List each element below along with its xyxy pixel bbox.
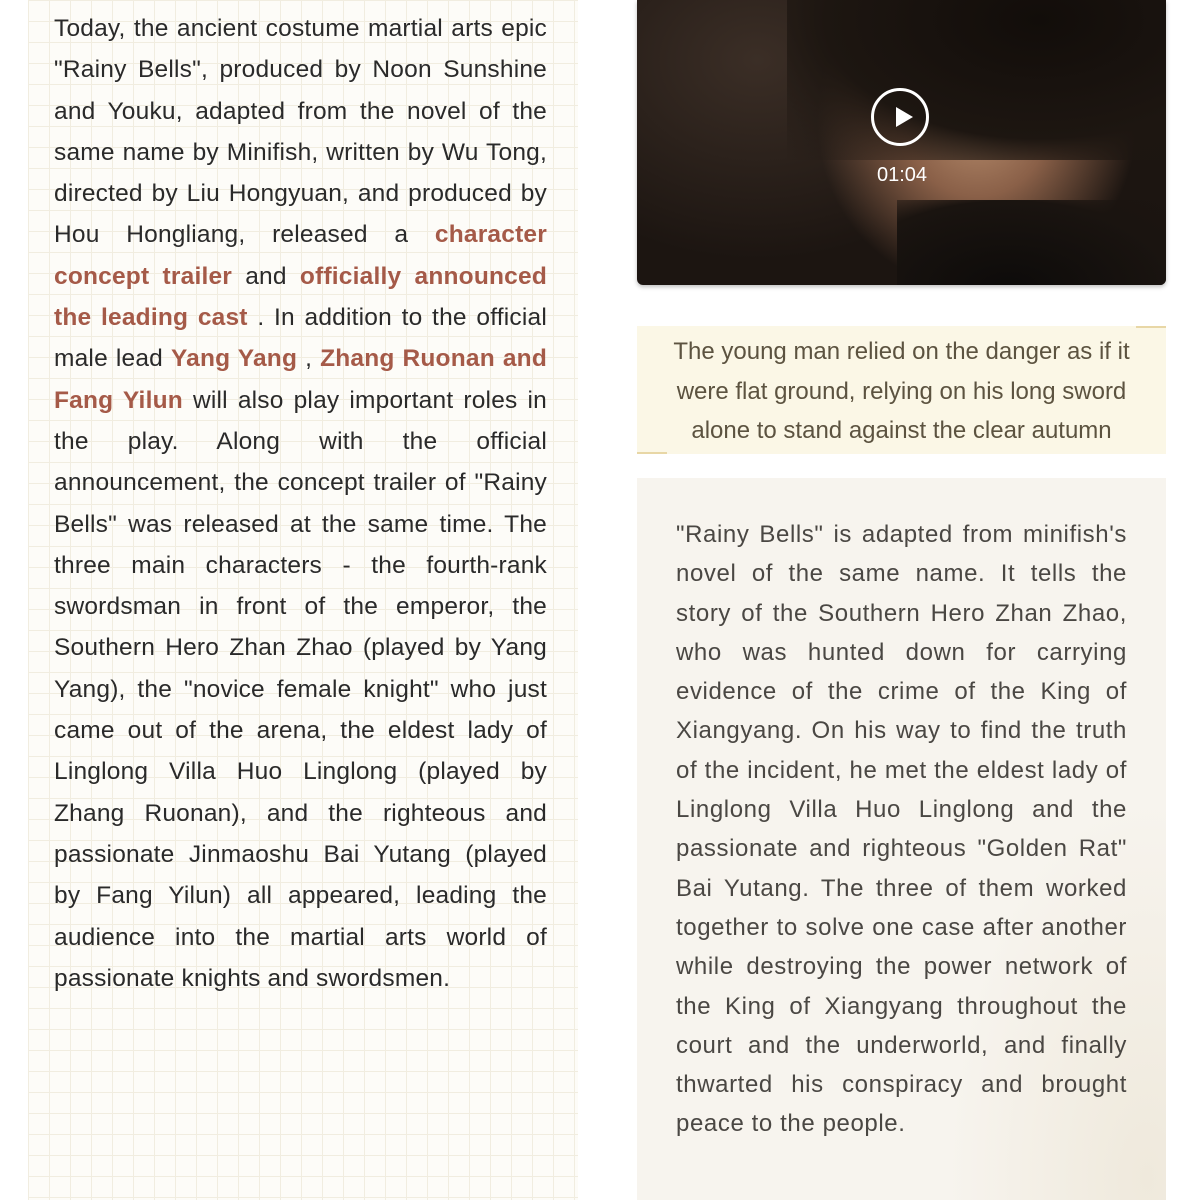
- video-thumbnail-shadow: [897, 200, 1166, 285]
- article-panel: [28, 0, 578, 1200]
- video-thumbnail: [787, 0, 1166, 160]
- cast-announcement-link[interactable]: officially announced the leading cast: [54, 262, 547, 332]
- summary-box: [637, 478, 1166, 1200]
- play-button[interactable]: [871, 88, 929, 146]
- article-lead-text: . In addition to the official male lead: [54, 304, 547, 373]
- summary-text: "Rainy Bells" is adapted from minifish's novel of the same name. It tells the story of the Southern Hero Zhan Zhao, who was hunted down for carrying evidence of the crime of the King of Xiangyang. On his way to find the truth of the incident, he met the eldest lady of Linglong Villa Huo Linglong and the passionate and righteous "Golden Rat" Bai Yutang. The three of them worked together to solve one case after another while destroying the power network of the King of Xiangyang throughout the court and the underworld, and finally thwarted his conspiracy and brought peace to the people.: [676, 521, 1127, 1138]
- quote-decoration-top: [1136, 326, 1166, 328]
- play-icon: [896, 107, 913, 127]
- article-text: [54, 8, 547, 999]
- yang-yang-link[interactable]: Yang Yang: [170, 345, 298, 373]
- article-and: and: [232, 262, 300, 290]
- quote-decoration-bottom: [637, 452, 667, 454]
- character-trailer-link[interactable]: character concept trailer: [54, 221, 547, 290]
- article-comma: ,: [297, 345, 321, 373]
- article-intro: Today, the ancient costume martial arts epic "Rainy Bells", produced by Noon Sunshine and Youku, adapted from the novel of the same name by Minifish, written by Wu Tong, directed by Liu Hongyuan, and produced by Hou Hongliang, released a: [54, 15, 547, 249]
- video-player[interactable]: [637, 0, 1166, 285]
- video-duration: 01:04: [876, 164, 928, 186]
- quote-text: The young man relied on the danger as if it were flat ground, relying on his long sword alone to stand against the clear autumn: [673, 338, 1130, 444]
- quote-box: [637, 326, 1166, 454]
- article-body: will also play important roles in the play. Along with the official announcement, the concept trailer of "Rainy Bells" was released at the same time. The three main characters - the fourth-rank swordsman in front of the emperor, the Southern Hero Zhan Zhao (played by Yang Yang), the "novice female knight" who just came out of the arena, the eldest lady of Linglong Villa Huo Linglong (played by Zhang Ruonan), and the righteous and passionate Jinmaoshu Bai Yutang (played by Fang Yilun) all appeared, leading the audience into the martial arts world of passionate knights and swordsmen.: [54, 386, 547, 992]
- co-stars-link[interactable]: Zhang Ruonan and Fang Yilun: [54, 345, 547, 414]
